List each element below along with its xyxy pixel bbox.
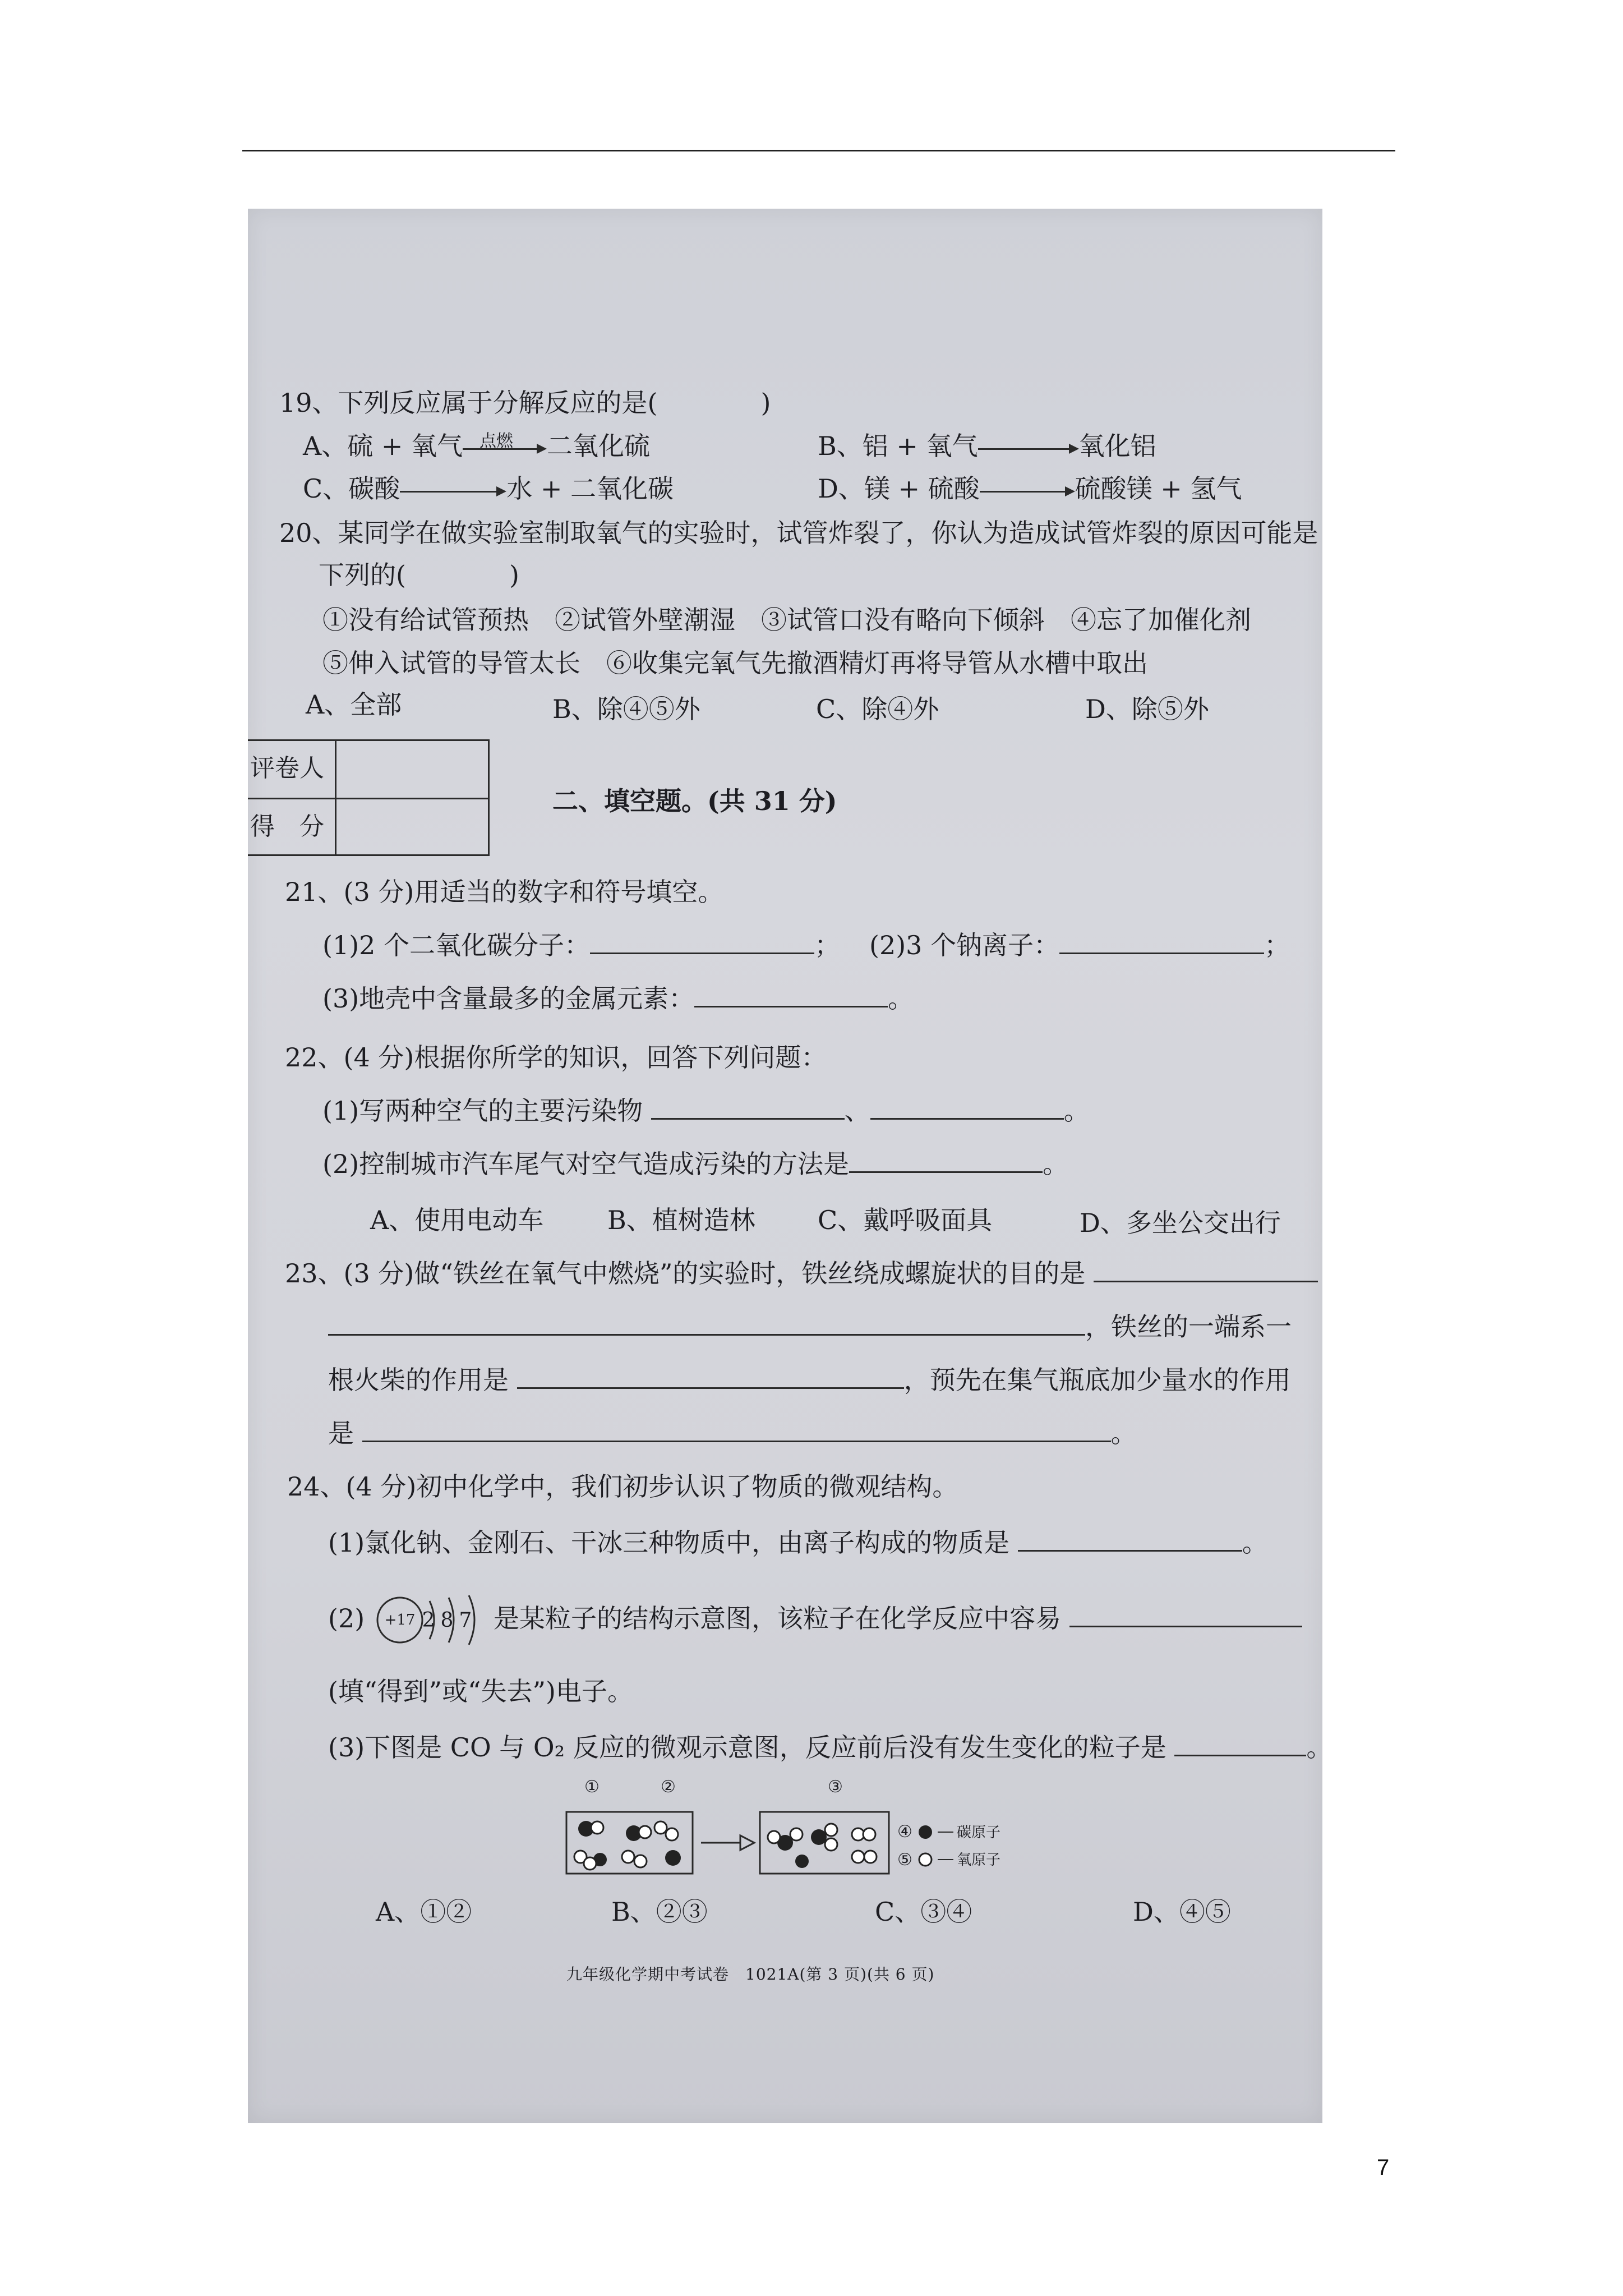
reaction-arrow-icon <box>463 431 547 459</box>
section-2-title: 二、填空题。(共 31 分) <box>552 786 837 816</box>
score-table <box>248 739 490 856</box>
reaction-arrow-icon <box>978 437 1079 459</box>
score-table-row-grader <box>248 741 488 798</box>
q24-p2-text: 是某粒子的结构示意图，该粒子在化学反应中容易 <box>494 1603 1061 1634</box>
exam-footer: 九年级化学期中考试卷 1021A(第 3 页)(共 6 页) <box>566 1965 935 1984</box>
q23-l2-end: ，铁丝的一端系一 <box>1085 1312 1292 1342</box>
q22-p1-end: 。 <box>1063 1096 1090 1126</box>
q23-line-2 <box>328 1310 1292 1343</box>
q24-part-2-line-2: (填“得到”或“失去”)电子。 <box>328 1676 633 1706</box>
q24-part-2 <box>494 1602 1302 1635</box>
q23-line-1 <box>285 1257 1318 1290</box>
q19-a-products: 二氧化硫 <box>547 431 651 461</box>
q22-option-d: D、多坐公交出行 <box>1080 1208 1281 1238</box>
q22-p1-sep: 、 <box>844 1096 870 1126</box>
q21-part-1 <box>322 928 840 962</box>
carbon-legend-icon <box>919 1825 932 1839</box>
answer-blank[interactable] <box>694 983 888 1007</box>
q24-option-d: D、④⑤ <box>1133 1897 1231 1927</box>
atom-structure-icon <box>375 1592 487 1648</box>
q23-l3-post: ，预先在集气瓶底加少量水的作用 <box>903 1365 1291 1395</box>
q19-d-reactants: D、镁 + 硫酸 <box>818 473 980 504</box>
reaction-micro-diagram <box>561 1773 1038 1885</box>
answer-blank[interactable] <box>590 930 814 954</box>
q21-p3-end: 。 <box>888 983 914 1014</box>
q23-l3-pre: 根火柴的作用是 <box>328 1365 509 1395</box>
q23-l4-end: 。 <box>1110 1418 1137 1448</box>
answer-blank[interactable] <box>362 1418 1111 1442</box>
answer-blank[interactable] <box>651 1096 845 1120</box>
q19-b-reactants: B、铝 + 氧气 <box>818 431 978 461</box>
q24-part-1 <box>328 1526 1268 1559</box>
q21-p2-end: ； <box>1264 930 1290 960</box>
mark-5: ⑤ <box>897 1850 912 1870</box>
reaction-condition: 点燃 <box>479 431 514 451</box>
mark-1: ① <box>584 1777 600 1797</box>
answer-blank[interactable] <box>1069 1603 1302 1627</box>
q24-p2-number: (2) <box>328 1603 365 1634</box>
q21-p2-text: (2)3 个钠离子： <box>869 930 1060 960</box>
q20-option-a: A、全部 <box>306 689 402 720</box>
q20-items-1: ①没有给试管预热 ②试管外壁潮湿 ③试管口没有略向下倾斜 ④忘了加催化剂 <box>322 605 1251 635</box>
answer-blank[interactable] <box>1174 1732 1306 1756</box>
q23-l1-text: 23、(3 分)做“铁丝在氧气中燃烧”的实验时，铁丝绕成螺旋状的目的是 <box>285 1258 1086 1289</box>
q21-p1-end: ； <box>814 930 841 960</box>
q23-line-4 <box>328 1416 1137 1450</box>
q19-a-reactants: A、硫 + 氧气 <box>303 431 463 461</box>
oxygen-legend-icon <box>919 1853 932 1866</box>
q20-option-c: C、除④外 <box>816 694 939 724</box>
q19-option-d <box>818 472 1242 505</box>
q24-stem: 24、(4 分)初中化学中，我们初步认识了物质的微观结构。 <box>287 1471 958 1502</box>
reaction-arrow-icon <box>980 480 1075 502</box>
q24-p3-text: (3)下图是 CO 与 O₂ 反应的微观示意图，反应前后没有发生变化的粒子是 <box>328 1732 1166 1763</box>
mark-2: ② <box>661 1777 676 1797</box>
answer-blank[interactable] <box>517 1365 904 1389</box>
q21-p3-text: (3)地壳中含量最多的金属元素： <box>322 983 695 1014</box>
q24-p1-end: 。 <box>1242 1527 1268 1558</box>
q24-option-c: C、③④ <box>875 1897 972 1927</box>
q19-option-b <box>818 429 1156 463</box>
header-rule <box>242 150 1395 151</box>
q19-option-a <box>303 429 650 463</box>
answer-blank[interactable] <box>1059 930 1264 954</box>
q19-c-products: 水 + 二氧化碳 <box>506 473 674 504</box>
q20-stem-cont: 下列的( ) <box>319 560 519 590</box>
answer-blank[interactable] <box>1094 1258 1318 1282</box>
answer-blank[interactable] <box>870 1096 1064 1120</box>
q22-part-1 <box>322 1094 1090 1128</box>
q21-p1-text: (1)2 个二氧化碳分子： <box>322 930 591 960</box>
electron-shells: 287 <box>422 1609 478 1632</box>
q20-option-b: B、除④⑤外 <box>552 694 700 724</box>
q19-option-c <box>303 472 674 505</box>
q22-part-2 <box>322 1147 1068 1181</box>
q24-part-3 <box>328 1731 1332 1764</box>
q21-stem: 21、(3 分)用适当的数字和符号填空。 <box>285 877 724 907</box>
q22-p2-text: (2)控制城市汽车尾气对空气造成污染的方法是 <box>322 1149 850 1179</box>
mark-3: ③ <box>828 1777 843 1797</box>
q19-d-products: 硫酸镁 + 氢气 <box>1075 473 1242 504</box>
q22-p1-text: (1)写两种空气的主要污染物 <box>322 1096 643 1126</box>
q20-items-2: ⑤伸入试管的导管太长 ⑥收集完氧气先撤酒精灯再将导管从水槽中取出 <box>322 648 1148 678</box>
q24-option-a: A、①② <box>376 1897 472 1927</box>
mark-4: ④ <box>897 1822 912 1842</box>
score-table-row-score <box>248 798 488 856</box>
q21-part-2 <box>869 928 1290 962</box>
page-number: 7 <box>1377 2155 1390 2180</box>
q22-option-a: A、使用电动车 <box>370 1205 544 1235</box>
q21-part-3 <box>322 982 914 1015</box>
q19-b-products: 氧化铝 <box>1078 431 1156 461</box>
legend-carbon: 碳原子 <box>957 1824 1001 1841</box>
legend-oxygen: 氧原子 <box>957 1852 1001 1869</box>
q24-p3-end: 。 <box>1306 1732 1332 1763</box>
q20-option-d: D、除⑤外 <box>1085 694 1209 724</box>
score-label: 得 分 <box>248 799 336 856</box>
q22-option-b: B、植树造林 <box>607 1205 755 1235</box>
q20-stem: 20、某同学在做实验室制取氧气的实验时，试管炸裂了，你认为造成试管炸裂的原因可能是 <box>279 518 1318 548</box>
q22-p2-end: 。 <box>1043 1149 1069 1179</box>
answer-blank[interactable] <box>1018 1527 1242 1552</box>
answer-blank[interactable] <box>849 1149 1043 1173</box>
q24-option-b: B、②③ <box>611 1897 708 1927</box>
q24-p1-text: (1)氯化钠、金刚石、干冰三种物质中，由离子构成的物质是 <box>328 1527 1010 1558</box>
q19-c-reactants: C、碳酸 <box>303 473 400 504</box>
answer-blank[interactable] <box>328 1312 1085 1336</box>
reaction-arrow-icon <box>400 480 506 502</box>
q19-stem: 19、下列反应属于分解反应的是( ) <box>279 388 771 418</box>
q22-option-c: C、戴呼吸面具 <box>818 1205 993 1235</box>
nucleus-charge: +17 <box>384 1612 416 1628</box>
q23-line-3 <box>328 1363 1291 1397</box>
q23-l4-pre: 是 <box>328 1418 354 1448</box>
grader-label: 评卷人 <box>248 741 336 798</box>
q22-stem: 22、(4 分)根据你所学的知识，回答下列问题： <box>285 1042 827 1073</box>
